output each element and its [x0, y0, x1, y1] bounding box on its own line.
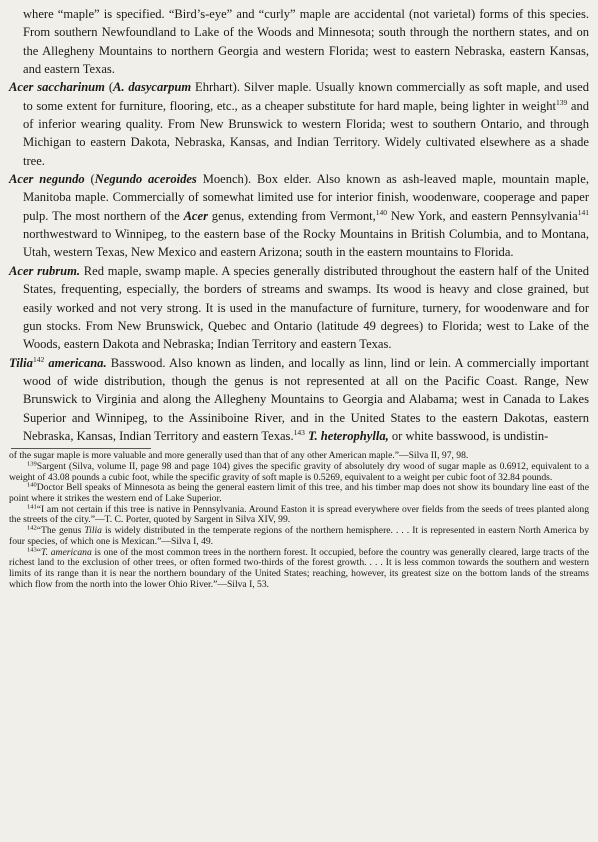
- entry-acer-negundo: Acer negundo (Negundo aceroides Moench). Box elder. Also known as ash-leaved maple, mountain maple, Manitoba maple. Commercially of somewhat limited use for interior finish, woodenware, cooperage and paper pulp. The most northern of the Acer genus, extending from Vermont,$^{140}$ New York, and eastern Pennsylvania$^{141}$ northwestward to Winnipeg, to the eastern base of the Rocky Mountains in British Columbia, and to Montana, Utah, western Texas, New Mexico and eastern Arizona; south in the eastern mountains to Florida.: [9, 172, 590, 260]
- footnote-ref: 140: [375, 207, 388, 217]
- footnote-divider: [11, 448, 151, 449]
- species-name: T. heterophylla,: [304, 428, 389, 443]
- genus-name: Acer: [183, 208, 208, 223]
- entry-acer-rubrum: Acer rubrum. Red maple, swamp maple. A species generally distributed throughout the eastern half of the United States, frequenting, especially, the borders of streams and swamps. Its wood is heavy and close grained, but easily worked and not very strong. It is used in the manufacture of furniture, turnery, for woodenware and for gun stocks. From New Brunswick, Quebec and Ontario (latitude 49 degrees) to Florida; west to Lake of the Woods, eastern Dakota and Nebraska; Indian Territory and eastern Texas.: [9, 263, 589, 352]
- species-name: americana.: [44, 355, 107, 370]
- footnote-number: 143: [27, 546, 37, 554]
- species-name: Acer rubrum.: [9, 263, 81, 278]
- footnotes: [9, 451, 589, 590]
- synonym-name: A. dasycarpum: [113, 80, 192, 95]
- footnote-143: $^{143}$“T. americana is one of the most common trees in the northern forest. It occupied, before the country was generally cleared, large tracts of the richest land to the exclusion of other trees, or often formed two-thirds of the forest growth. . . . It is less common towards the southern and western limits of its range than it is near the northern boundary of the United States; reaching, however, its greatest size on the bottom lands of the streams which flow from the north into the lower Ohio River.”—Silva I, 53.: [9, 546, 589, 590]
- paragraph-sugar-maple-continued: where “maple” is specified. “Bird’s-eye” and “curly” maple are accidental (not varietal) forms of this species. From southern Newfoundland to Lake of the Woods and Minnesota; south through the northern states, and on the Allegheny Mountains to northern Georgia and western Florida; west to eastern Nebraska, eastern Kansas, and eastern Texas.: [23, 7, 589, 77]
- footnote-number: 140: [27, 481, 37, 489]
- species-name: Acer saccharinum: [9, 80, 105, 95]
- footnote-number: 142: [27, 524, 37, 532]
- synonym-name: Negundo aceroides: [94, 172, 197, 187]
- species-name: Acer negundo: [9, 172, 85, 187]
- footnote-number: 141: [27, 503, 37, 511]
- main-text: [9, 5, 589, 445]
- footnote-ref: 142: [32, 354, 45, 364]
- footnote-ref: 143: [293, 427, 305, 437]
- entry-acer-saccharinum: Acer saccharinum (A. dasycarpum Ehrhart). Silver maple. Usually known commercially as soft maple, and used to some extent for furniture, flooring, etc., as a cheaper substitute for hard maple, being lighter in weight$^{139}$ and of inferior wearing quality. From New Brunswick to western Florida; west to southern Ontario, and through Michigan to eastern Dakota, Nebraska, Kansas, and Indian Territory. Widely cultivated elsewhere as a shade tree.: [9, 80, 589, 168]
- species-name: Tilia: [9, 355, 33, 370]
- footnote-139: $^{139}$Sargent (Silva, volume II, page 98 and page 104) gives the specific gravity of absolutely dry wood of sugar maple as 0.6912, equivalent to a weight of 43.08 pounds a cubic foot, while the specific gravity of soft maple is 0.5269, equivalent to a weight per cubic foot of 32.84 pounds.: [9, 460, 589, 483]
- footnote-continued: of the sugar maple is more valuable and more generally used than that of any other American maple.”—Silva II, 97, 98.: [9, 450, 469, 462]
- footnote-number: 139: [27, 460, 37, 468]
- footnote-142: $^{142}$“The genus Tilia is widely distributed in the temperate regions of the northern hemisphere. . . . It is represented in eastern North America by four species, of which one is Mexican.”—Silva I, 49.: [9, 524, 590, 547]
- footnote-140: $^{140}$Doctor Bell speaks of Minnesota as being the general eastern limit of this tree, and his timber map does not show its boundary line east of the point where it strikes the western end of Lake Superior.: [9, 481, 589, 505]
- footnote-141: $^{141}$“I am not certain if this tree is native in Pennsylvania. Around Easton it is spread everywhere over fields from the seeds of trees planted along the streets of the city.”—T. C. Porter, quoted by Sargent in Silva XIV, 99.: [9, 503, 589, 526]
- footnote-ref: 141: [577, 207, 590, 217]
- entry-tilia-americana: Tilia$^{142}$ americana. Basswood. Also known as linden, and locally as linn, lind or lein. A commercially important wood of wide distribution, though the genus is not represented at all on the Pacific Coast. Range, New Brunswick to Virginia and along the Allegheny Mountains to Georgia and Alabama; west in Canada to Lakes Superior and Winnipeg, to the Assiniboine River, and in the United States to the eastern Dakotas, eastern Nebraska, Kansas, Indian Territory and eastern Texas.$^{143}$ T. heterophylla, or white basswood, is undistin-: [9, 354, 589, 443]
- footnote-ref: 139: [556, 97, 568, 107]
